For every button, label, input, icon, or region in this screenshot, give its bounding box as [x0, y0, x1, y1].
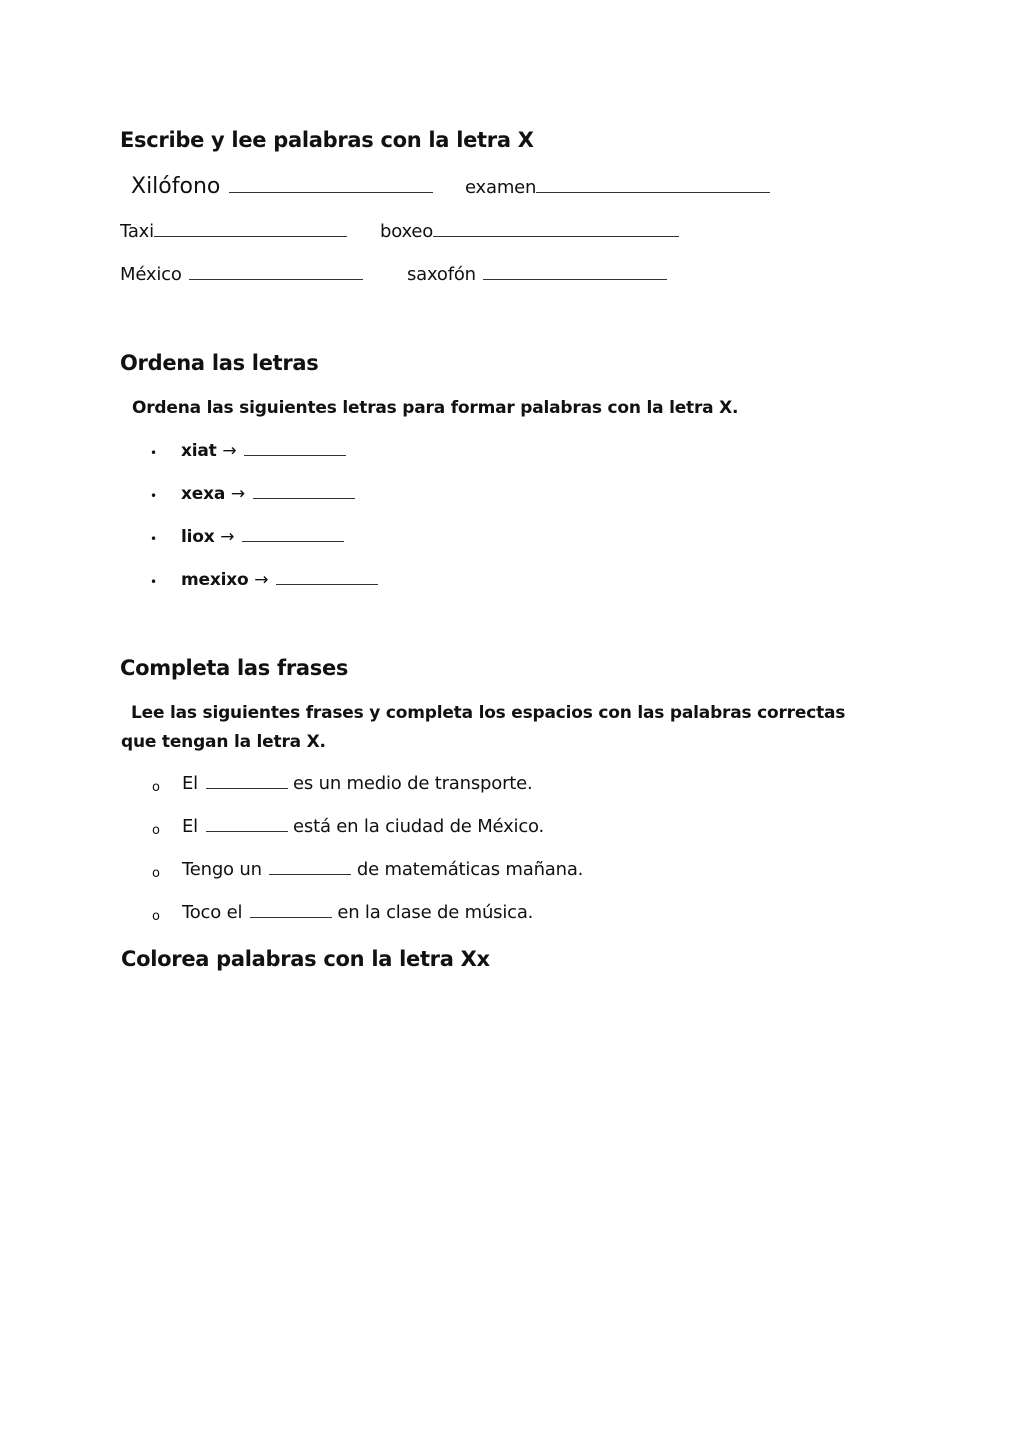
- answer-blank[interactable]: [229, 191, 433, 193]
- bullet-icon: •: [150, 446, 158, 460]
- arrow-icon: →: [222, 441, 237, 461]
- section-instruction-line2: que tengan la letra X.: [121, 732, 326, 752]
- sentence-item: [182, 773, 533, 794]
- word-label: Xilófono: [131, 174, 221, 199]
- scrambled-word: mexixo: [181, 570, 249, 590]
- sentence-item: [182, 859, 583, 880]
- word-label: Taxi: [120, 221, 154, 242]
- word-label: México: [120, 264, 182, 285]
- sentence-item: [182, 816, 544, 837]
- sentence-after: en la clase de música.: [337, 902, 534, 923]
- scramble-item: [181, 484, 355, 504]
- sentence-after: de matemáticas mañana.: [356, 859, 584, 880]
- sentence-after: está en la ciudad de México.: [293, 816, 545, 837]
- scrambled-word: xiat: [181, 441, 217, 461]
- word-label: boxeo: [380, 221, 434, 242]
- answer-blank[interactable]: [189, 278, 363, 280]
- word-label: examen: [465, 177, 537, 198]
- answer-blank[interactable]: [269, 873, 351, 875]
- scrambled-word: xexa: [181, 484, 226, 504]
- sentence-item: [182, 902, 533, 923]
- word-row-taxi: [120, 221, 347, 242]
- arrow-icon: →: [220, 527, 235, 547]
- circle-bullet-icon: o: [152, 909, 160, 924]
- answer-blank[interactable]: [483, 278, 667, 280]
- scramble-item: [181, 441, 346, 461]
- answer-blank[interactable]: [253, 497, 355, 499]
- arrow-icon: →: [230, 484, 245, 504]
- sentence-before: El: [182, 816, 198, 837]
- answer-blank[interactable]: [206, 787, 288, 789]
- scramble-item: [181, 527, 344, 547]
- answer-blank[interactable]: [244, 454, 346, 456]
- scrambled-word: liox: [181, 527, 215, 547]
- section-title-ordena: Ordena las letras: [120, 351, 319, 375]
- word-row-mexico: [120, 264, 363, 285]
- answer-blank[interactable]: [242, 540, 344, 542]
- word-row-saxofon: [407, 264, 667, 285]
- section-instruction-ordena: Ordena las siguientes letras para formar palabras con la letra X.: [132, 398, 739, 418]
- sentence-before: El: [182, 773, 198, 794]
- bullet-icon: •: [150, 532, 158, 546]
- bullet-icon: •: [150, 575, 158, 589]
- word-row-xilofono: [131, 174, 433, 199]
- sentence-before: Toco el: [182, 902, 243, 923]
- section-title-escribe: Escribe y lee palabras con la letra X: [120, 128, 534, 152]
- bullet-icon: •: [150, 489, 158, 503]
- circle-bullet-icon: o: [152, 823, 160, 838]
- word-row-examen: [465, 177, 770, 198]
- word-label: saxofón: [407, 264, 476, 285]
- answer-blank[interactable]: [433, 235, 679, 237]
- section-title-colorea: Colorea palabras con la letra Xx: [121, 947, 490, 971]
- answer-blank[interactable]: [276, 583, 378, 585]
- word-row-boxeo: [380, 221, 679, 242]
- arrow-icon: →: [254, 570, 269, 590]
- section-instruction-line1: Lee las siguientes frases y completa los espacios con las palabras correctas: [131, 703, 846, 723]
- answer-blank[interactable]: [250, 916, 332, 918]
- answer-blank[interactable]: [154, 235, 347, 237]
- circle-bullet-icon: o: [152, 780, 160, 795]
- answer-blank[interactable]: [536, 191, 770, 193]
- circle-bullet-icon: o: [152, 866, 160, 881]
- sentence-after: es un medio de transporte.: [293, 773, 533, 794]
- scramble-item: [181, 570, 378, 590]
- section-title-completa: Completa las frases: [120, 656, 349, 680]
- sentence-before: Tengo un: [182, 859, 262, 880]
- answer-blank[interactable]: [206, 830, 288, 832]
